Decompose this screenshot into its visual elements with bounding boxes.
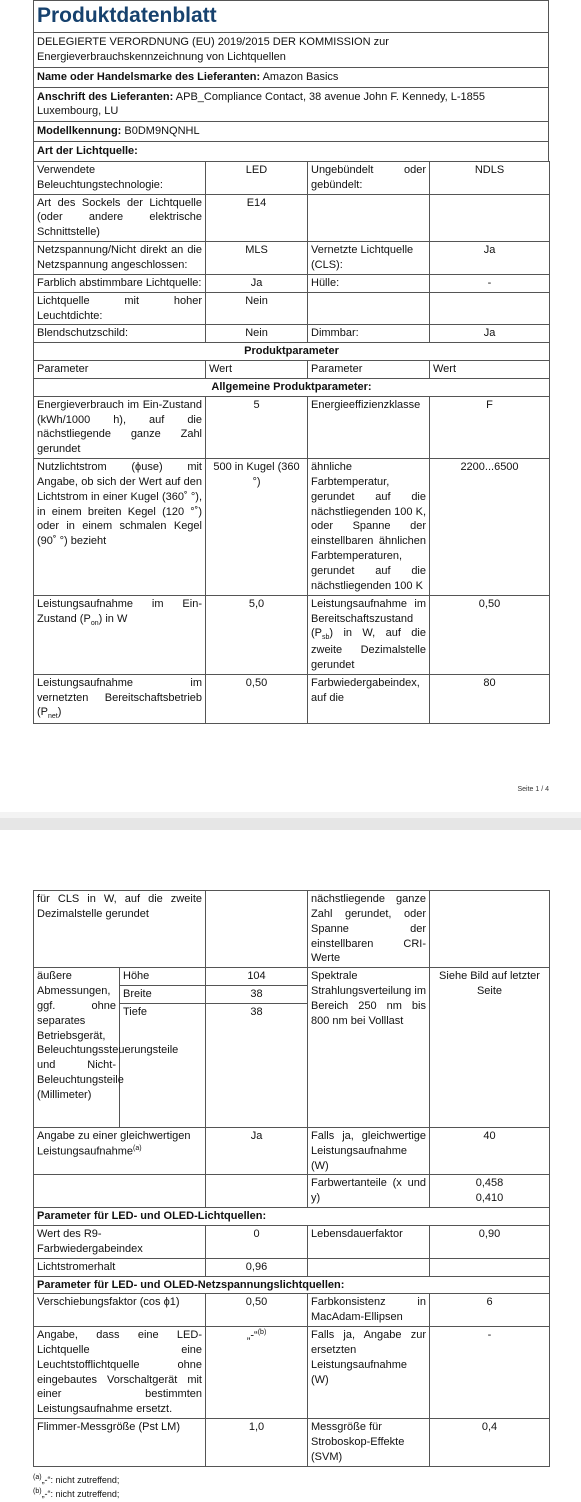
table-row xyxy=(34,1327,550,1419)
chroma-label: Farbwertanteile (x und y) xyxy=(308,1175,430,1208)
cri-label: Farbwiedergabeindex, auf die xyxy=(308,674,430,723)
address-value: APB_Compliance Contact, 38 avenue John F. Kennedy, L-1855 Luxembourg, LU xyxy=(37,90,485,118)
glare-label: Blendschutzschild: xyxy=(34,325,206,343)
table-row xyxy=(34,274,550,292)
chroma-values xyxy=(430,1175,550,1208)
cct-value: 2200...6500 xyxy=(430,459,550,596)
table-row xyxy=(34,459,550,596)
table-row xyxy=(34,1276,550,1294)
mains-params-heading: Parameter für LED- und OLED-Netzspannungslichtquellen: xyxy=(34,1276,550,1294)
flicker-label: Flimmer-Messgröße (Pst LM) xyxy=(34,1419,206,1467)
consist-value: 6 xyxy=(430,1294,550,1327)
supplier-value: Amazon Basics xyxy=(262,70,339,83)
table-row xyxy=(34,1294,550,1327)
replace-power-label: Falls ja, Angabe zur ersetzten Leistungsaufnahme (W) xyxy=(308,1327,430,1419)
equiv-power-label: Falls ja, gleichwertige Leistungsaufnahme (W) xyxy=(308,1127,430,1175)
model-label: Modellkennung: xyxy=(37,125,122,138)
equiv-value: Ja xyxy=(206,1127,308,1175)
table-row xyxy=(34,396,550,458)
params-table-continued xyxy=(33,890,550,1467)
table-row xyxy=(34,1258,550,1276)
table-row xyxy=(34,194,550,242)
strobe-label: Messgröße für Stroboskop-Effekte (SVM) xyxy=(308,1419,430,1467)
shift-value: 0,50 xyxy=(206,1294,308,1327)
consist-label: Farbkonsistenz in MacAdam-Ellipsen xyxy=(308,1294,430,1327)
table-row xyxy=(34,968,550,986)
dimmable-label: Dimmbar: xyxy=(308,325,430,343)
mains-label: Netzspannung/Nicht direkt an die Netzspannung angeschlossen: xyxy=(34,242,206,275)
maint-value: 0,96 xyxy=(206,1258,308,1276)
shell-value: - xyxy=(430,274,550,292)
table-row xyxy=(34,242,550,275)
cri-label-cont: nächstliegende ganze Zahl gerundet, oder Spanne der einstellbaren CRI-Werte xyxy=(308,891,430,968)
table-row xyxy=(34,891,550,968)
mains-value: MLS xyxy=(206,242,308,275)
address-label: Anschrift des Lieferanten: xyxy=(37,90,174,103)
tech-label: Verwendete Beleuchtungstechnologie: xyxy=(34,161,206,194)
light-source-heading: Art der Lichtquelle: xyxy=(33,141,549,161)
width-label: Breite xyxy=(120,986,206,1004)
table-row xyxy=(34,674,550,723)
eclass-label: Energieeffizienzklasse xyxy=(308,396,430,458)
cls-value: Ja xyxy=(430,242,550,275)
pnet-label-cont: für CLS in W, auf die zweite Dezimalstelle gerundet xyxy=(34,891,206,968)
replace-power-value: - xyxy=(430,1327,550,1419)
r9-value: 0 xyxy=(206,1225,308,1258)
pon-label: Leistungsaufnahme im Ein-Zustand $(P_{on})$ in W xyxy=(34,595,206,674)
high-luminance-value: Nein xyxy=(206,292,308,325)
replace-label: Angabe, dass eine LED-Lichtquelle eine Leuchtstofflichtquelle ohne eingebautes Vorschaltgerät mit einer bestimmten Leistungsaufnahme ersetzt. xyxy=(34,1327,206,1419)
table-row xyxy=(34,325,550,343)
height-value: 104 xyxy=(206,968,308,986)
strobe-value: 0,4 xyxy=(430,1419,550,1467)
bundled-value: NDLS xyxy=(430,161,550,194)
footnote-a: $^{(a)}$„-“: nicht zutreffend; xyxy=(33,1473,120,1485)
tech-value: LED xyxy=(206,161,308,194)
model-row xyxy=(33,121,549,141)
width-value: 38 xyxy=(206,986,308,1004)
energy-label: Energieverbrauch im Ein-Zustand (kWh/1000 h), auf die nächstliegende ganze Zahl gerundet xyxy=(34,396,206,458)
table-row xyxy=(34,378,550,396)
col-param-2: Parameter xyxy=(308,361,430,379)
page-2 xyxy=(33,830,549,1500)
page-1 xyxy=(33,0,549,800)
replace-value: „-“$^{(b)}$ xyxy=(206,1327,308,1419)
col-value: Wert xyxy=(206,361,308,379)
chroma-y: 0,410 xyxy=(475,1192,504,1205)
model-value: B0DM9NQNHL xyxy=(124,125,200,138)
product-params-heading: Produktparameter xyxy=(34,343,550,361)
table-row xyxy=(34,161,550,194)
led-params-heading: Parameter für LED- und OLED-Lichtquellen: xyxy=(34,1208,550,1226)
table-row xyxy=(34,1419,550,1467)
psb-label: Leistungsaufnahme im Bereitschaftszustand $(P_{sb})$ in W, auf die zweite Dezimalstelle gerundet xyxy=(308,595,430,674)
pon-value: 5,0 xyxy=(206,595,308,674)
eclass-value: F xyxy=(430,396,550,458)
regulation-text: DELEGIERTE VERORDNUNG (EU) 2019/2015 DER KOMMISSION zur Energieverbrauchskennzeichnung von Lichtquellen xyxy=(33,32,549,67)
footnotes xyxy=(33,1473,549,1502)
table-row xyxy=(34,1208,550,1226)
flux-value: 500 in Kugel (360 °) xyxy=(206,459,308,596)
chroma-x: 0,458 xyxy=(475,1177,504,1190)
equiv-label: Angabe zu einer gleichwertigen Leistungsaufnahme$^{(a)}$ xyxy=(34,1127,206,1175)
supplier-label: Name oder Handelsmarke des Lieferanten: xyxy=(37,70,261,83)
energy-value: 5 xyxy=(206,396,308,458)
color-label: Farblich abstimmbare Lichtquelle: xyxy=(34,274,206,292)
pnet-label: Leistungsaufnahme im vernetzten Bereitschaftsbetrieb $(P_{net})$ xyxy=(34,674,206,723)
psb-value: 0,50 xyxy=(430,595,550,674)
shift-label: Verschiebungsfaktor (cos ϕ1) xyxy=(34,1294,206,1327)
general-params-heading: Allgemeine Produktparameter: xyxy=(34,378,550,396)
socket-label: Art des Sockels der Lichtquelle (oder andere elektrische Schnittstelle) xyxy=(34,194,206,242)
depth-label: Tiefe xyxy=(120,1003,206,1127)
spd-label: Spektrale Strahlungsverteilung im Bereich 250 nm bis 800 nm bei Volllast xyxy=(308,968,430,1128)
life-label: Lebensdauerfaktor xyxy=(308,1225,430,1258)
dimmable-value: Ja xyxy=(430,325,550,343)
table-header-row xyxy=(34,361,550,379)
cls-label: Vernetzte Lichtquelle (CLS): xyxy=(308,242,430,275)
maint-label: Lichtstromerhalt xyxy=(34,1258,206,1276)
height-label: Höhe xyxy=(120,968,206,986)
page-separator xyxy=(0,818,581,830)
table-row xyxy=(34,292,550,325)
shell-label: Hülle: xyxy=(308,274,430,292)
page-title: Produktdatenblatt xyxy=(33,0,549,32)
dimensions-label: äußere Abmessungen, ggf. ohne separates Betriebsgerät, Beleuchtungssteuerungsteile und Nicht-Beleuchtungsteile (Millimeter) xyxy=(34,968,120,1128)
col-value-2: Wert xyxy=(430,361,550,379)
color-value: Ja xyxy=(206,274,308,292)
high-luminance-label: Lichtquelle mit hoher Leuchtdichte: xyxy=(34,292,206,325)
page-number: Seite 1 / 4 xyxy=(517,786,549,793)
life-value: 0,90 xyxy=(430,1225,550,1258)
address-row xyxy=(33,87,549,122)
r9-label: Wert des R9-Farbwiedergabeindex xyxy=(34,1225,206,1258)
equiv-power-value: 40 xyxy=(430,1127,550,1175)
pnet-value: 0,50 xyxy=(206,674,308,723)
cct-label: ähnliche Farbtemperatur, gerundet auf die nächstliegenden 100 K, oder Spanne der einstellbaren ähnlichen Farbtemperaturen, gerundet auf die nächstliegenden 100 K xyxy=(308,459,430,596)
supplier-row xyxy=(33,67,549,87)
spd-value: Siehe Bild auf letzter Seite xyxy=(430,968,550,1128)
col-param: Parameter xyxy=(34,361,206,379)
flicker-value: 1,0 xyxy=(206,1419,308,1467)
depth-value: 38 xyxy=(206,1003,308,1127)
cri-value: 80 xyxy=(430,674,550,723)
table-row xyxy=(34,1225,550,1258)
bundled-label: Ungebündelt oder gebündelt: xyxy=(308,161,430,194)
table-row xyxy=(34,1175,550,1208)
table-row xyxy=(34,1127,550,1175)
light-source-table xyxy=(33,161,550,724)
footnote-b: $^{(b)}$„-“: nicht zutreffend; xyxy=(33,1488,120,1500)
flux-label: Nutzlichtstrom (ϕuse) mit Angabe, ob sich der Wert auf den Lichtstrom in einer Kugel (360˚ °), in einem breiten Kegel (120 °˚) oder in einem schmalen Kegel (90˚ °) bezieht xyxy=(34,459,206,596)
socket-value: E14 xyxy=(206,194,308,242)
table-row xyxy=(34,595,550,674)
glare-value: Nein xyxy=(206,325,308,343)
table-row xyxy=(34,343,550,361)
